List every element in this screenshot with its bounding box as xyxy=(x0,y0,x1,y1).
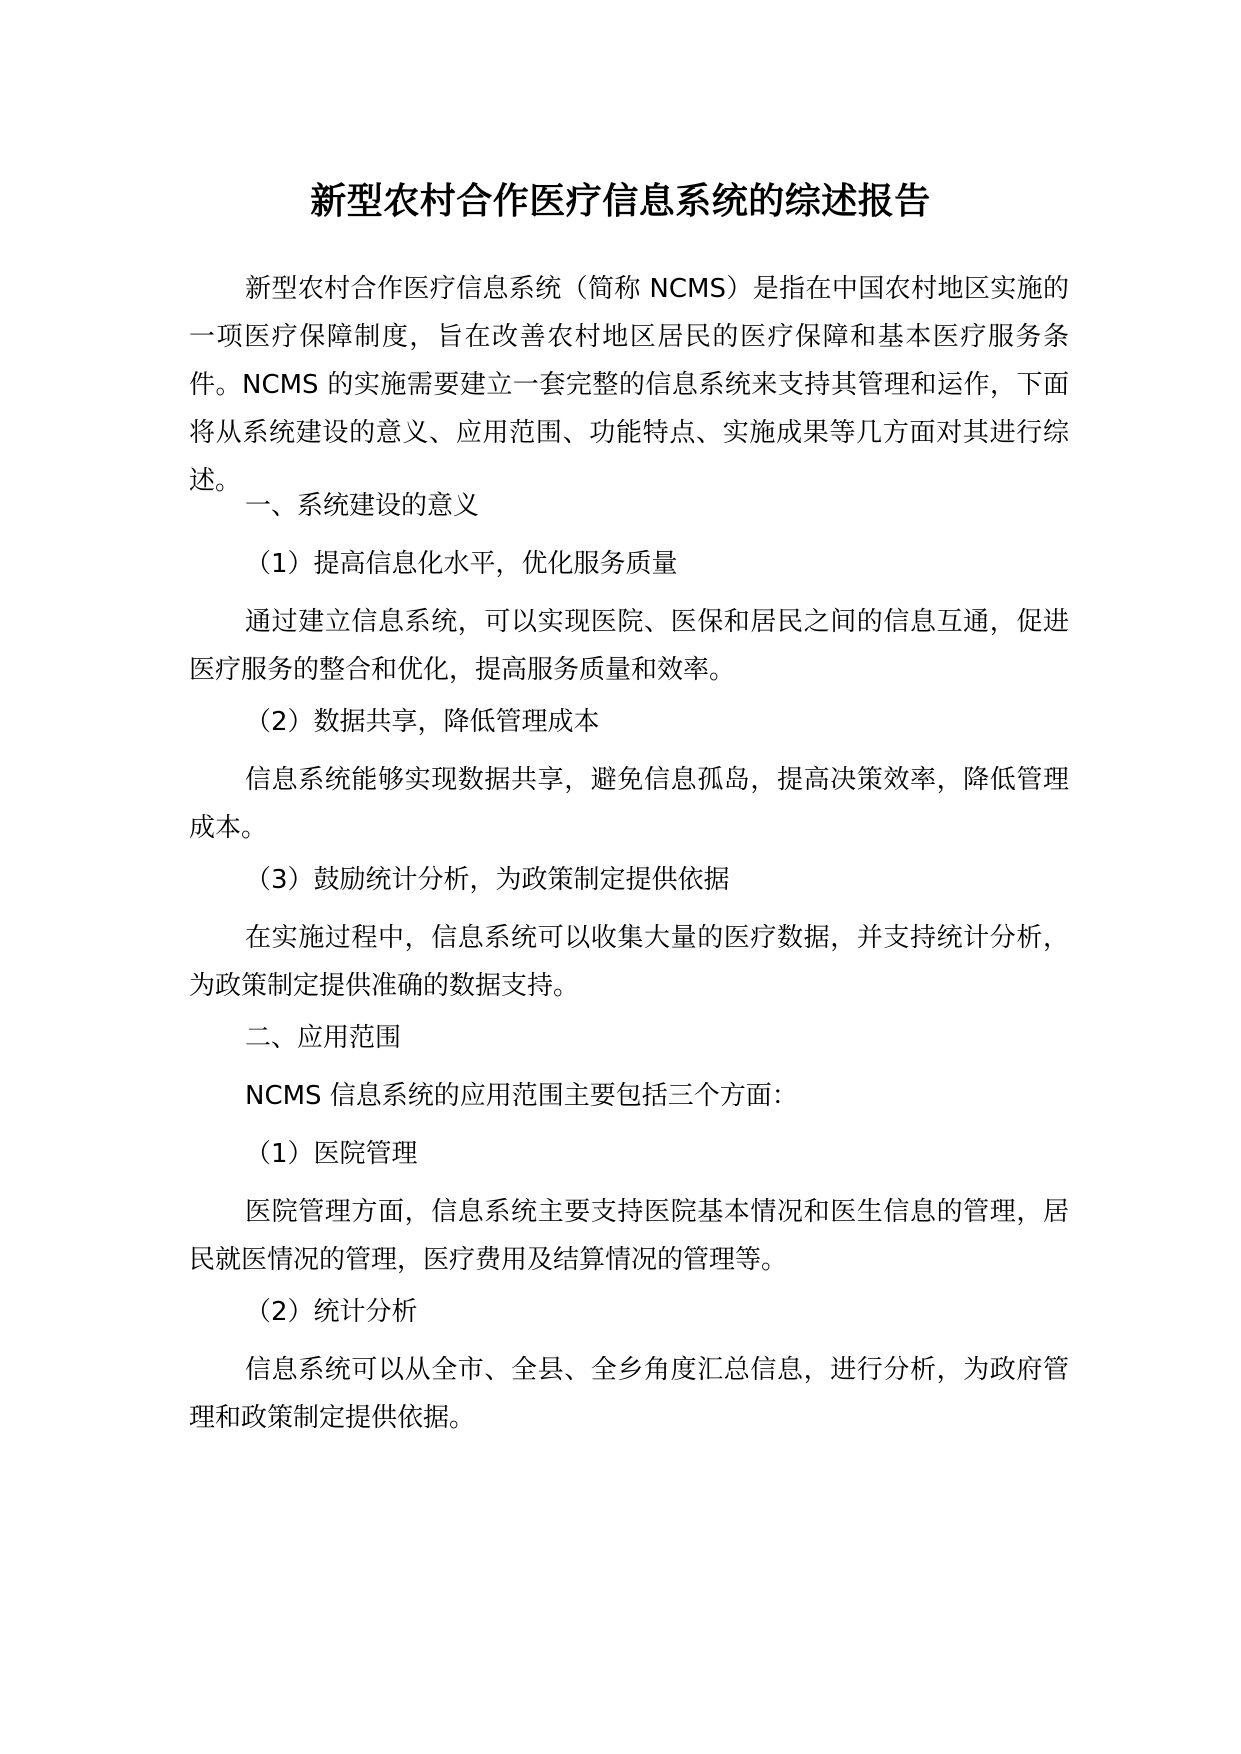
section-2-heading: 二、应用范围 xyxy=(245,1023,402,1053)
section-2-intro: NCMS 信息系统的应用范围主要包括三个方面： xyxy=(245,1081,798,1111)
section-1-sub1-heading: （1）提高信息化水平，优化服务质量 xyxy=(245,549,678,579)
section-1-heading: 一、系统建设的意义 xyxy=(245,491,480,521)
section-1-sub3-heading: （3）鼓励统计分析，为政策制定提供依据 xyxy=(245,865,730,895)
section-2-sub1-text: 医院管理方面，信息系统主要支持医院基本情况和医生信息的管理，居民就医情况的管理，医疗费用及结算情况的管理等。 xyxy=(189,1197,1069,1275)
section-2-sub2-heading: （2）统计分析 xyxy=(245,1297,418,1327)
section-2-sub1-heading: （1）医院管理 xyxy=(245,1139,418,1169)
document-title: 新型农村合作医疗信息系统的综述报告 xyxy=(310,181,931,222)
section-2-sub2-text: 信息系统可以从全市、全县、全乡角度汇总信息，进行分析，为政府管理和政策制定提供依据。 xyxy=(189,1355,1069,1433)
section-1-sub1-text: 通过建立信息系统，可以实现医院、医保和居民之间的信息互通，促进医疗服务的整合和优化，提高服务质量和效率。 xyxy=(189,607,1069,685)
section-1-sub2-text: 信息系统能够实现数据共享，避免信息孤岛，提高决策效率，降低管理成本。 xyxy=(189,765,1069,843)
section-1-sub3-text: 在实施过程中，信息系统可以收集大量的医疗数据，并支持统计分析，为政策制定提供准确的数据支持。 xyxy=(189,923,1069,1001)
intro-paragraph: 新型农村合作医疗信息系统（简称 NCMS）是指在中国农村地区实施的一项医疗保障制度，旨在改善农村地区居民的医疗保障和基本医疗服务条件。NCMS 的实施需要建立一套完整的信息系统来支持其管理和运作，下面将从系统建设的意义、应用范围、功能特点、实施成果等几方面对其进行综述。 xyxy=(189,274,1069,496)
section-1-sub2-heading: （2）数据共享，降低管理成本 xyxy=(245,707,600,737)
